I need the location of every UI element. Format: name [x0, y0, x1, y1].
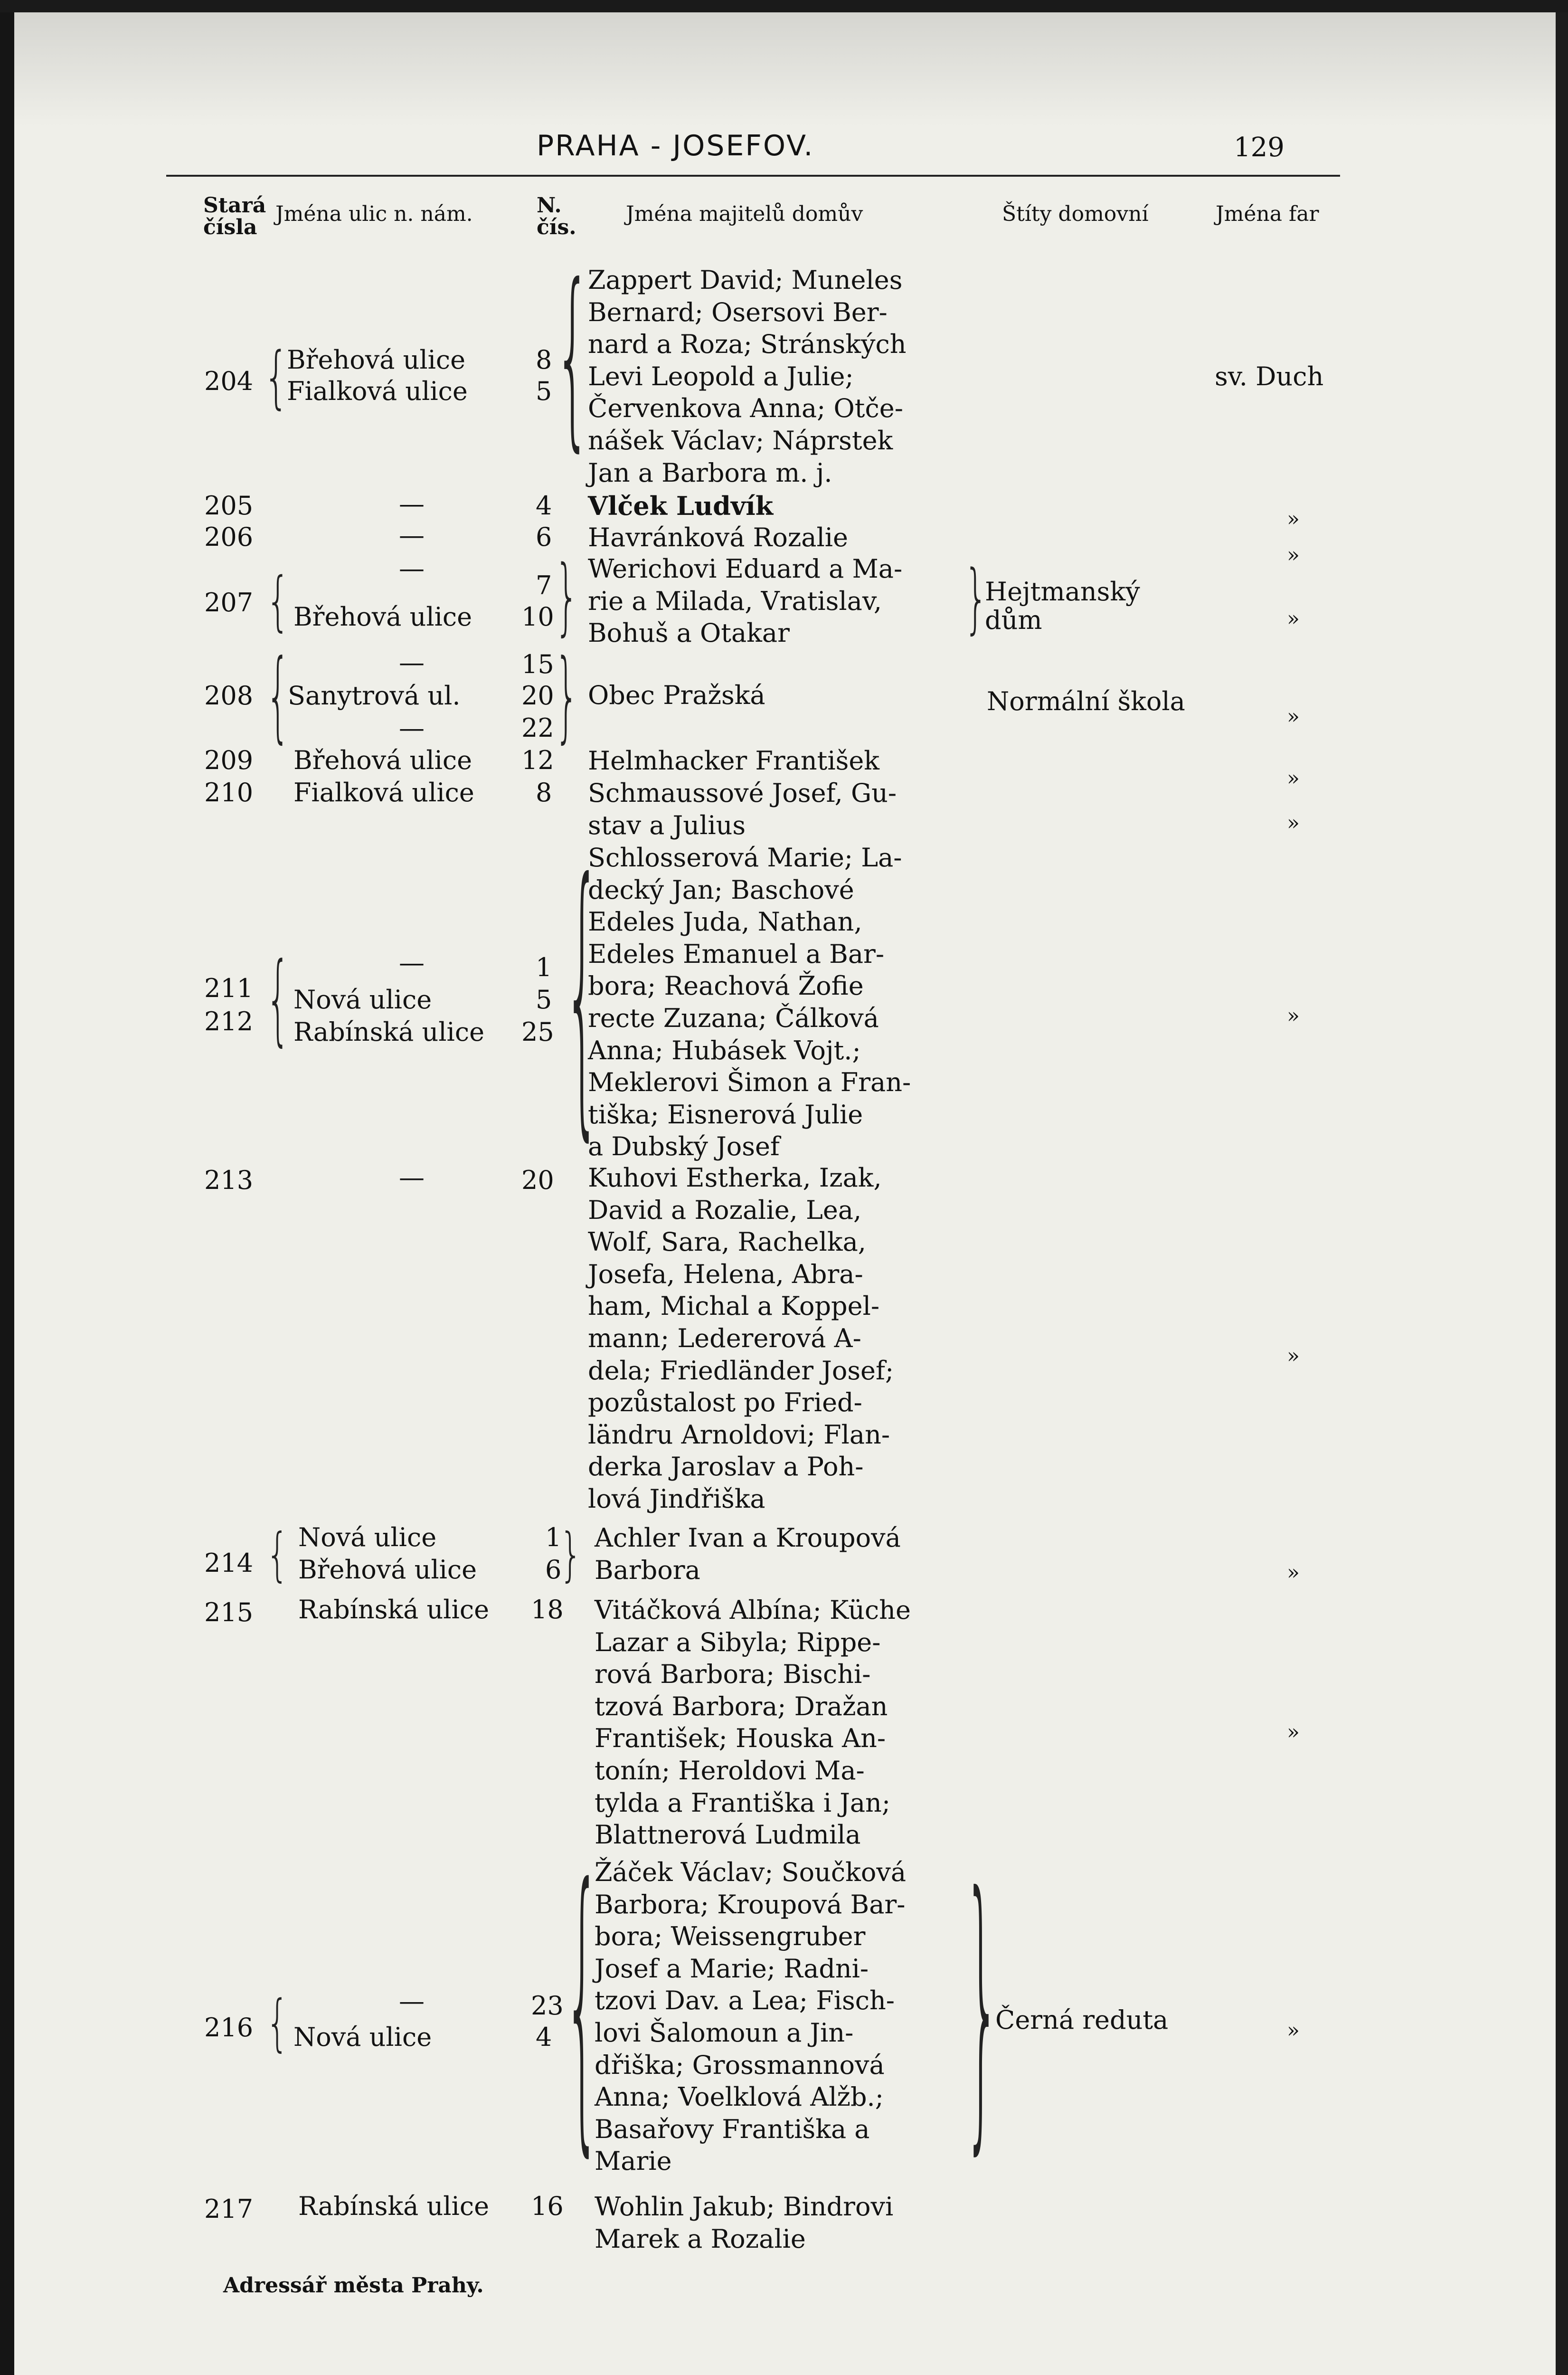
owner-line: Levi Leopold a Julie;: [588, 361, 854, 391]
street-name: Břehová ulice: [293, 602, 472, 632]
ditto-mark: »: [1287, 543, 1300, 567]
street-dash: —: [399, 1162, 425, 1192]
owner-line: David a Rozalie, Lea,: [588, 1195, 862, 1225]
owner-line: lová Jindřiška: [588, 1483, 765, 1514]
street-name: Fialková ulice: [287, 376, 468, 406]
owner-line: stav a Julius: [588, 810, 746, 840]
owner-line: bora; Reachová Žofie: [588, 971, 864, 1001]
owner-line: Barbora: [595, 1555, 700, 1585]
header-parishes: Jména far: [1216, 202, 1319, 226]
owner-line: Obec Pražská: [588, 680, 765, 710]
owner-line: Achler Ivan a Kroupová: [595, 1523, 901, 1553]
owner-line: nášek Václav; Náprstek: [588, 425, 893, 456]
right-brace: }: [555, 547, 579, 645]
house-number: 6: [536, 522, 552, 552]
old-number: 211 212: [204, 973, 254, 1036]
owner-line: Anna; Hubásek Vojt.;: [588, 1035, 861, 1065]
scan-edge-left: [0, 0, 14, 2375]
house-number: 15: [521, 649, 554, 679]
owner-line: decký Jan; Baschové: [588, 874, 854, 905]
ditto-mark: »: [1287, 607, 1300, 631]
owner-line: Schlosserová Marie; La-: [588, 843, 902, 873]
scan-edge-right: [1556, 0, 1568, 2375]
parish-name: sv. Duch: [1215, 361, 1324, 391]
owner-line: mann; Ledererová A-: [588, 1323, 861, 1353]
left-brace: {: [266, 1520, 289, 1588]
right-brace: }: [559, 1520, 583, 1588]
owner-line: Marek a Rozalie: [595, 2223, 806, 2254]
house-number: 4: [536, 491, 552, 521]
owner-list: [595, 1522, 960, 1586]
owner-list: [595, 1594, 960, 1851]
owner-line: Werichovi Eduard a Ma-: [588, 554, 903, 584]
owner-line: Barbora; Kroupová Bar-: [595, 1889, 906, 1919]
right-brace: {: [555, 245, 591, 470]
street-name: Rabínská ulice: [298, 1595, 490, 1624]
street-dash: —: [399, 489, 425, 519]
street-dash: —: [399, 647, 425, 677]
house-number: 23: [531, 1991, 564, 2021]
owner-list: [588, 842, 954, 1163]
owner-line: ham, Michal a Koppel-: [588, 1291, 880, 1321]
owner-line: Vlček Ludvík: [588, 491, 774, 521]
house-number: 10: [521, 602, 554, 632]
house-sign: Hejtmanský dům: [985, 577, 1140, 635]
page-number: 129: [1234, 132, 1285, 163]
owner-list: [595, 1856, 960, 2177]
ditto-mark: »: [1287, 811, 1300, 835]
street-name: Sanytrová ul.: [288, 681, 461, 711]
header-new-numbers: N. čís.: [537, 193, 576, 239]
right-brace: }: [964, 554, 988, 642]
owner-line: Anna; Voelklová Alžb.;: [595, 2082, 884, 2112]
owner-line: rová Barbora; Bischi-: [595, 1659, 871, 1690]
street-name: Břehová ulice: [298, 1555, 477, 1585]
house-number: 4: [536, 2022, 552, 2052]
old-number: 215: [204, 1597, 254, 1627]
old-number: 207: [204, 588, 254, 618]
owner-line: recte Zuzana; Čálková: [588, 1003, 879, 1033]
street-name: Rabínská ulice: [293, 1017, 485, 1047]
owner-list: [588, 264, 954, 489]
house-number: 7: [536, 570, 552, 600]
street-name: Břehová ulice: [287, 345, 466, 375]
owner-line: a Dubský Josef: [588, 1131, 780, 1162]
owner-line: tylda a Františka i Jan;: [595, 1787, 891, 1818]
right-brace: }: [555, 638, 579, 753]
left-brace: {: [266, 1986, 289, 2059]
owner-line: ländru Arnoldovi; Flan-: [588, 1419, 890, 1450]
old-number: 208: [204, 681, 254, 711]
owner-list: [588, 745, 954, 777]
owner-line: Wohlin Jakub; Bindrovi: [595, 2192, 894, 2222]
street-name: Nová ulice: [293, 985, 432, 1015]
right-brace: }: [964, 1837, 1001, 2181]
ditto-mark: »: [1287, 1720, 1300, 1744]
ditto-mark: »: [1287, 1344, 1300, 1368]
page-footer: Adressář města Prahy.: [223, 2273, 484, 2298]
old-number: 217: [204, 2194, 254, 2224]
house-number: 12: [521, 745, 554, 775]
street-name: Břehová ulice: [293, 745, 472, 775]
owner-line: lovi Šalomoun a Jin-: [595, 2017, 854, 2048]
house-number: 18: [531, 1595, 564, 1624]
old-number: 209: [204, 745, 254, 775]
house-sign: Černá reduta: [995, 2005, 1169, 2035]
owner-line: Havránková Rozalie: [588, 522, 848, 552]
ditto-mark: »: [1287, 766, 1300, 790]
owner-list: [588, 679, 954, 712]
scan-edge-top: [0, 0, 1568, 12]
ditto-mark: »: [1287, 2018, 1300, 2042]
scan-shadow: [14, 12, 1556, 126]
house-number: 1: [545, 1522, 562, 1552]
house-number: 6: [545, 1555, 562, 1585]
owner-line: Meklerovi Šimon a Fran-: [588, 1067, 911, 1098]
header-street-names: Jména ulic n. nám.: [275, 202, 473, 226]
owner-line: Josefa, Helena, Abra-: [588, 1259, 863, 1289]
old-number: 216: [204, 2013, 254, 2042]
owner-line: Kuhovi Estherka, Izak,: [588, 1163, 882, 1193]
street-dash: —: [399, 948, 425, 978]
owner-line: Edeles Juda, Nathan,: [588, 907, 862, 937]
ditto-mark: »: [1287, 1004, 1300, 1028]
house-number: 22: [521, 713, 554, 743]
old-number: 204: [204, 366, 254, 396]
right-brace: {: [564, 1827, 601, 2184]
house-number: 5: [536, 985, 552, 1015]
owner-line: tonín; Heroldovi Ma-: [595, 1755, 865, 1786]
owner-line: František; Houska An-: [595, 1723, 886, 1754]
owner-line: rie a Milada, Vratislav,: [588, 586, 882, 616]
owner-line: tiška; Eisnerová Julie: [588, 1099, 863, 1130]
owner-line: Wolf, Sara, Rachelka,: [588, 1227, 866, 1257]
left-brace: {: [266, 941, 290, 1056]
owner-line: Bernard; Osersovi Ber-: [588, 297, 888, 327]
street-name: Nová ulice: [298, 1522, 437, 1552]
owner-line: pozůstalost po Fried-: [588, 1387, 862, 1418]
owner-line: Červenkova Anna; Otče-: [588, 393, 903, 424]
owner-line: Bohuš a Otakar: [588, 618, 790, 648]
house-sign: Normální škola: [987, 686, 1185, 716]
ditto-mark: »: [1287, 704, 1300, 729]
street-dash: —: [399, 553, 425, 583]
old-number: 205: [204, 491, 254, 521]
header-signs: Štíty domovní: [1002, 202, 1149, 226]
house-number: 16: [531, 2191, 564, 2221]
owner-line: tzovi Dav. a Lea; Fisch-: [595, 1986, 895, 2016]
owner-list: [588, 553, 954, 649]
old-number: 214: [204, 1548, 254, 1578]
page-title: PRAHA - JOSEFOV.: [537, 129, 814, 162]
ditto-mark: »: [1287, 1560, 1300, 1585]
owner-list: [588, 1162, 954, 1515]
old-number: 213: [204, 1165, 254, 1195]
house-number: 8: [536, 345, 552, 375]
owner-line: Jan a Barbora m. j.: [588, 457, 832, 488]
left-brace: {: [266, 638, 290, 753]
old-number: 206: [204, 522, 254, 552]
owner-line: Marie: [595, 2146, 672, 2176]
owner-line: tzová Barbora; Dražan: [595, 1691, 888, 1721]
owner-line: Lazar a Sibyla; Rippe-: [595, 1627, 881, 1657]
street-dash: —: [399, 520, 425, 550]
owner-line: Schmaussové Josef, Gu-: [588, 778, 897, 808]
house-number: 20: [521, 681, 554, 711]
owner-line: bora; Weissengruber: [595, 1921, 866, 1952]
owner-line: derka Jaroslav a Poh-: [588, 1452, 864, 1482]
owner-line: Edeles Emanuel a Bar-: [588, 939, 885, 969]
house-number: 25: [521, 1017, 554, 1047]
owner-line: Josef a Marie; Radni-: [595, 1953, 869, 1984]
left-brace: {: [264, 337, 289, 417]
owner-line: Blattnerová Ludmila: [595, 1820, 861, 1850]
owner-line: dřiška; Grossmannová: [595, 2050, 885, 2080]
owner-list: [595, 2191, 960, 2255]
header-old-numbers: Stará čísla: [203, 193, 266, 239]
right-brace: {: [564, 824, 601, 1167]
header-rule: [166, 175, 1340, 177]
owner-list: [588, 522, 954, 554]
owner-line: Zappert David; Muneles: [588, 265, 903, 295]
owner-list: [588, 490, 954, 522]
street-name: Nová ulice: [293, 2022, 432, 2052]
house-number: 1: [536, 952, 552, 982]
owner-line: Basařovy Františka a: [595, 2114, 870, 2144]
old-number: 210: [204, 778, 254, 808]
owner-line: Žáček Václav; Součková: [595, 1857, 907, 1887]
street-dash: —: [399, 713, 425, 743]
owner-line: Helmhacker František: [588, 746, 880, 776]
owner-line: nard a Roza; Stránských: [588, 329, 907, 360]
owner-line: Vitáčková Albína; Küche: [595, 1595, 911, 1625]
street-name: Rabínská ulice: [298, 2191, 490, 2221]
house-number: 20: [521, 1165, 554, 1195]
house-number: 5: [536, 376, 552, 406]
street-name: Fialková ulice: [293, 778, 474, 808]
ditto-mark: »: [1287, 507, 1300, 531]
header-owners: Jména majitelů domův: [626, 202, 863, 226]
owner-list: [588, 777, 954, 841]
owner-line: dela; Friedländer Josef;: [588, 1355, 894, 1386]
street-dash: —: [399, 1986, 425, 2016]
left-brace: {: [266, 563, 290, 639]
house-number: 8: [536, 778, 552, 808]
